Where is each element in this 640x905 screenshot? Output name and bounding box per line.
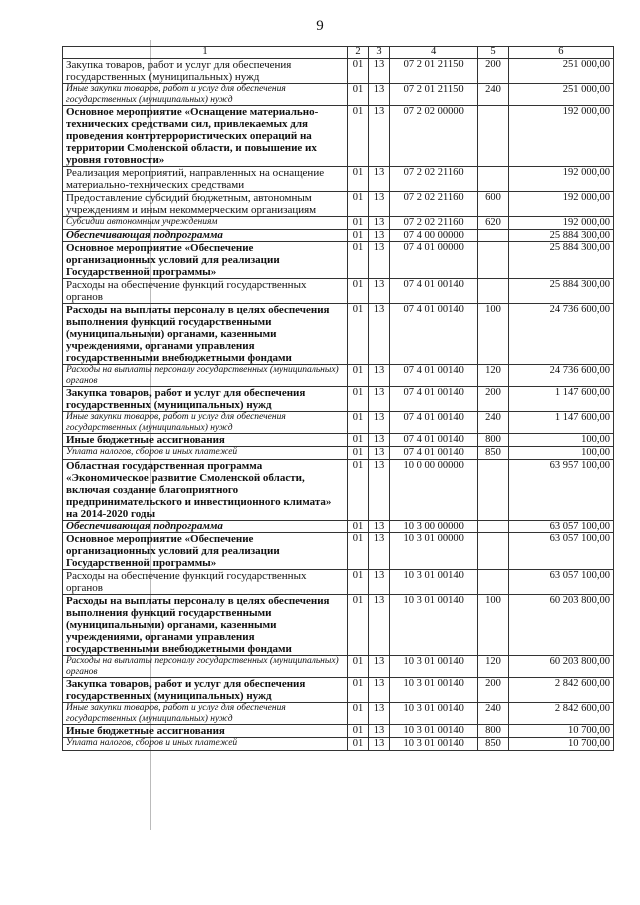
expense-type-cell: 200 <box>478 678 508 703</box>
table-row <box>63 447 614 460</box>
subsection-code-cell: 13 <box>368 533 389 570</box>
target-article-cell: 07 4 01 00140 <box>389 447 477 460</box>
section-code-cell: 01 <box>347 59 368 84</box>
expense-type-cell <box>478 570 508 595</box>
target-article-cell: 07 2 02 21160 <box>389 192 477 217</box>
section-code-cell: 01 <box>347 738 368 751</box>
section-code-cell: 01 <box>347 678 368 703</box>
section-code-cell: 01 <box>347 192 368 217</box>
table-row <box>63 738 614 751</box>
subsection-code-cell: 13 <box>368 84 389 106</box>
expense-type-cell: 240 <box>478 84 508 106</box>
subsection-code-cell: 13 <box>368 304 389 365</box>
target-article-cell: 07 2 01 21150 <box>389 84 477 106</box>
target-article-cell: 07 4 01 00140 <box>389 434 477 447</box>
subsection-code-cell: 13 <box>368 570 389 595</box>
expense-type-cell <box>478 167 508 192</box>
row-name-cell: Закупка товаров, работ и услуг для обеспечения государственных (муниципальных) нужд <box>63 678 348 703</box>
table-row <box>63 725 614 738</box>
table-row <box>63 678 614 703</box>
section-code-cell: 01 <box>347 703 368 725</box>
amount-cell: 10 700,00 <box>508 738 613 751</box>
amount-cell: 100,00 <box>508 447 613 460</box>
page-number: 9 <box>316 18 324 34</box>
row-name-cell: Закупка товаров, работ и услуг для обеспечения государственных (муниципальных) нужд <box>63 59 348 84</box>
section-code-cell: 01 <box>347 725 368 738</box>
row-name-cell: Областная государственная программа «Экономическое развитие Смоленской области, включая создание благоприятного предпринимательского и инвестиционного климата» на 2014-2020 годы <box>63 459 348 520</box>
table-row <box>63 656 614 678</box>
target-article-cell: 07 4 01 00140 <box>389 279 477 304</box>
target-article-cell: 10 3 01 00140 <box>389 725 477 738</box>
subsection-code-cell: 13 <box>368 59 389 84</box>
table-row <box>63 217 614 230</box>
expense-type-cell: 850 <box>478 738 508 751</box>
row-name-cell: Расходы на выплаты персоналу государственных (муниципальных) органов <box>63 656 348 678</box>
table-row <box>63 192 614 217</box>
expense-type-cell <box>478 242 508 279</box>
subsection-code-cell: 13 <box>368 434 389 447</box>
section-code-cell: 01 <box>347 106 368 167</box>
section-code-cell: 01 <box>347 217 368 230</box>
section-code-cell: 01 <box>347 387 368 412</box>
table-row <box>63 279 614 304</box>
target-article-cell: 07 4 01 00140 <box>389 304 477 365</box>
expense-type-cell <box>478 533 508 570</box>
row-name-cell: Расходы на выплаты персоналу в целях обеспечения выполнения функций государственными (муниципальными) органами, казенными учреждениями, органами управления государственными внебюджетными фондами <box>63 595 348 656</box>
expense-type-cell: 240 <box>478 412 508 434</box>
expense-type-cell: 100 <box>478 595 508 656</box>
amount-cell: 192 000,00 <box>508 106 613 167</box>
target-article-cell: 07 4 01 00140 <box>389 365 477 387</box>
expense-type-cell: 600 <box>478 192 508 217</box>
row-name-cell: Иные закупки товаров, работ и услуг для обеспечения государственных (муниципальных) нужд <box>63 412 348 434</box>
row-name-cell: Расходы на обеспечение функций государственных органов <box>63 279 348 304</box>
subsection-code-cell: 13 <box>368 447 389 460</box>
row-name-cell: Иные закупки товаров, работ и услуг для обеспечения государственных (муниципальных) нужд <box>63 703 348 725</box>
row-name-cell: Реализация мероприятий, направленных на оснащение материально-технических средствами <box>63 167 348 192</box>
section-code-cell: 01 <box>347 533 368 570</box>
subsection-code-cell: 13 <box>368 387 389 412</box>
table-row <box>63 59 614 84</box>
expense-type-cell: 200 <box>478 387 508 412</box>
section-code-cell: 01 <box>347 304 368 365</box>
subsection-code-cell: 13 <box>368 106 389 167</box>
amount-cell: 60 203 800,00 <box>508 656 613 678</box>
amount-cell: 192 000,00 <box>508 192 613 217</box>
target-article-cell: 10 3 01 00140 <box>389 570 477 595</box>
table-row <box>63 167 614 192</box>
subsection-code-cell: 13 <box>368 520 389 533</box>
amount-cell: 63 057 100,00 <box>508 570 613 595</box>
amount-cell: 192 000,00 <box>508 217 613 230</box>
table-row <box>63 304 614 365</box>
target-article-cell: 10 0 00 00000 <box>389 459 477 520</box>
table-row <box>63 434 614 447</box>
subsection-code-cell: 13 <box>368 365 389 387</box>
expense-type-cell: 800 <box>478 434 508 447</box>
expense-type-cell <box>478 106 508 167</box>
table-row <box>63 242 614 279</box>
header-col-3: 3 <box>368 47 389 59</box>
row-name-cell: Расходы на выплаты персоналу государственных (муниципальных) органов <box>63 365 348 387</box>
subsection-code-cell: 13 <box>368 738 389 751</box>
table-body <box>63 59 614 751</box>
section-code-cell: 01 <box>347 434 368 447</box>
expense-type-cell <box>478 279 508 304</box>
amount-cell: 63 057 100,00 <box>508 533 613 570</box>
target-article-cell: 07 4 01 00140 <box>389 387 477 412</box>
header-col-1: 1 <box>63 47 348 59</box>
target-article-cell: 10 3 00 00000 <box>389 520 477 533</box>
expense-type-cell: 800 <box>478 725 508 738</box>
expense-type-cell: 120 <box>478 656 508 678</box>
subsection-code-cell: 13 <box>368 242 389 279</box>
section-code-cell: 01 <box>347 365 368 387</box>
subsection-code-cell: 13 <box>368 725 389 738</box>
row-name-cell: Расходы на обеспечение функций государственных органов <box>63 570 348 595</box>
amount-cell: 1 147 600,00 <box>508 412 613 434</box>
target-article-cell: 07 2 02 21160 <box>389 217 477 230</box>
row-name-cell: Уплата налогов, сборов и иных платежей <box>63 447 348 460</box>
row-name-cell: Расходы на выплаты персоналу в целях обеспечения выполнения функций государственными (муниципальными) органами, казенными учреждениями, органами управления государственными внебюджетными фондами <box>63 304 348 365</box>
target-article-cell: 07 2 02 21160 <box>389 167 477 192</box>
amount-cell: 25 884 300,00 <box>508 279 613 304</box>
target-article-cell: 10 3 01 00140 <box>389 738 477 751</box>
table-row <box>63 570 614 595</box>
table-header <box>63 47 614 59</box>
target-article-cell: 07 2 02 00000 <box>389 106 477 167</box>
amount-cell: 24 736 600,00 <box>508 365 613 387</box>
subsection-code-cell: 13 <box>368 703 389 725</box>
table-row <box>63 459 614 520</box>
header-col-2: 2 <box>347 47 368 59</box>
subsection-code-cell: 13 <box>368 229 389 242</box>
row-name-cell: Закупка товаров, работ и услуг для обеспечения государственных (муниципальных) нужд <box>63 387 348 412</box>
section-code-cell: 01 <box>347 520 368 533</box>
row-name-cell: Иные бюджетные ассигнования <box>63 434 348 447</box>
target-article-cell: 10 3 01 00140 <box>389 595 477 656</box>
row-name-cell: Иные бюджетные ассигнования <box>63 725 348 738</box>
subsection-code-cell: 13 <box>368 459 389 520</box>
amount-cell: 25 884 300,00 <box>508 242 613 279</box>
target-article-cell: 10 3 01 00000 <box>389 533 477 570</box>
section-code-cell: 01 <box>347 242 368 279</box>
section-code-cell: 01 <box>347 229 368 242</box>
expense-type-cell <box>478 459 508 520</box>
subsection-code-cell: 13 <box>368 217 389 230</box>
amount-cell: 63 057 100,00 <box>508 520 613 533</box>
table-row <box>63 595 614 656</box>
table-row <box>63 365 614 387</box>
section-code-cell: 01 <box>347 447 368 460</box>
table-row <box>63 533 614 570</box>
header-col-5: 5 <box>478 47 508 59</box>
subsection-code-cell: 13 <box>368 192 389 217</box>
target-article-cell: 07 4 01 00140 <box>389 412 477 434</box>
row-name-cell: Уплата налогов, сборов и иных платежей <box>63 738 348 751</box>
target-article-cell: 07 4 01 00000 <box>389 242 477 279</box>
section-code-cell: 01 <box>347 595 368 656</box>
section-code-cell: 01 <box>347 279 368 304</box>
subsection-code-cell: 13 <box>368 595 389 656</box>
header-col-6: 6 <box>508 47 613 59</box>
amount-cell: 2 842 600,00 <box>508 703 613 725</box>
amount-cell: 24 736 600,00 <box>508 304 613 365</box>
header-col-4: 4 <box>389 47 477 59</box>
target-article-cell: 10 3 01 00140 <box>389 703 477 725</box>
subsection-code-cell: 13 <box>368 167 389 192</box>
amount-cell: 25 884 300,00 <box>508 229 613 242</box>
expense-type-cell <box>478 229 508 242</box>
row-name-cell: Субсидии автономным учреждениям <box>63 217 348 230</box>
table-row <box>63 387 614 412</box>
header-row <box>63 47 614 59</box>
table-row <box>63 412 614 434</box>
table-row <box>63 520 614 533</box>
target-article-cell: 07 2 01 21150 <box>389 59 477 84</box>
subsection-code-cell: 13 <box>368 412 389 434</box>
table-row <box>63 84 614 106</box>
row-name-cell: Основное мероприятие «Обеспечение организационных условий для реализации Государственной программы» <box>63 533 348 570</box>
expense-type-cell: 850 <box>478 447 508 460</box>
amount-cell: 251 000,00 <box>508 84 613 106</box>
table-row <box>63 229 614 242</box>
expense-type-cell: 100 <box>478 304 508 365</box>
amount-cell: 251 000,00 <box>508 59 613 84</box>
expense-type-cell <box>478 520 508 533</box>
row-name-cell: Основное мероприятие «Оснащение материально-технических средствами сил, привлекаемых для проведения контртеррористических операций на территории Смоленской области, и повышение их уровня готовности» <box>63 106 348 167</box>
expense-type-cell: 200 <box>478 59 508 84</box>
subsection-code-cell: 13 <box>368 279 389 304</box>
target-article-cell: 07 4 00 00000 <box>389 229 477 242</box>
amount-cell: 192 000,00 <box>508 167 613 192</box>
table-row <box>63 703 614 725</box>
target-article-cell: 10 3 01 00140 <box>389 678 477 703</box>
section-code-cell: 01 <box>347 570 368 595</box>
table-row <box>63 106 614 167</box>
amount-cell: 1 147 600,00 <box>508 387 613 412</box>
amount-cell: 60 203 800,00 <box>508 595 613 656</box>
row-name-cell: Предоставление субсидий бюджетным, автономным учреждениям и иным некоммерческим организациям <box>63 192 348 217</box>
section-code-cell: 01 <box>347 459 368 520</box>
expense-type-cell: 120 <box>478 365 508 387</box>
amount-cell: 100,00 <box>508 434 613 447</box>
row-name-cell: Основное мероприятие «Обеспечение организационных условий для реализации Государственной программы» <box>63 242 348 279</box>
subsection-code-cell: 13 <box>368 678 389 703</box>
expense-type-cell: 240 <box>478 703 508 725</box>
section-code-cell: 01 <box>347 84 368 106</box>
row-name-cell: Обеспечивающая подпрограмма <box>63 520 348 533</box>
section-code-cell: 01 <box>347 412 368 434</box>
subsection-code-cell: 13 <box>368 656 389 678</box>
expense-type-cell: 620 <box>478 217 508 230</box>
row-name-cell: Обеспечивающая подпрограмма <box>63 229 348 242</box>
section-code-cell: 01 <box>347 167 368 192</box>
row-name-cell: Иные закупки товаров, работ и услуг для обеспечения государственных (муниципальных) нужд <box>63 84 348 106</box>
amount-cell: 10 700,00 <box>508 725 613 738</box>
amount-cell: 2 842 600,00 <box>508 678 613 703</box>
section-code-cell: 01 <box>347 656 368 678</box>
target-article-cell: 10 3 01 00140 <box>389 656 477 678</box>
amount-cell: 63 957 100,00 <box>508 459 613 520</box>
budget-table <box>62 46 614 751</box>
